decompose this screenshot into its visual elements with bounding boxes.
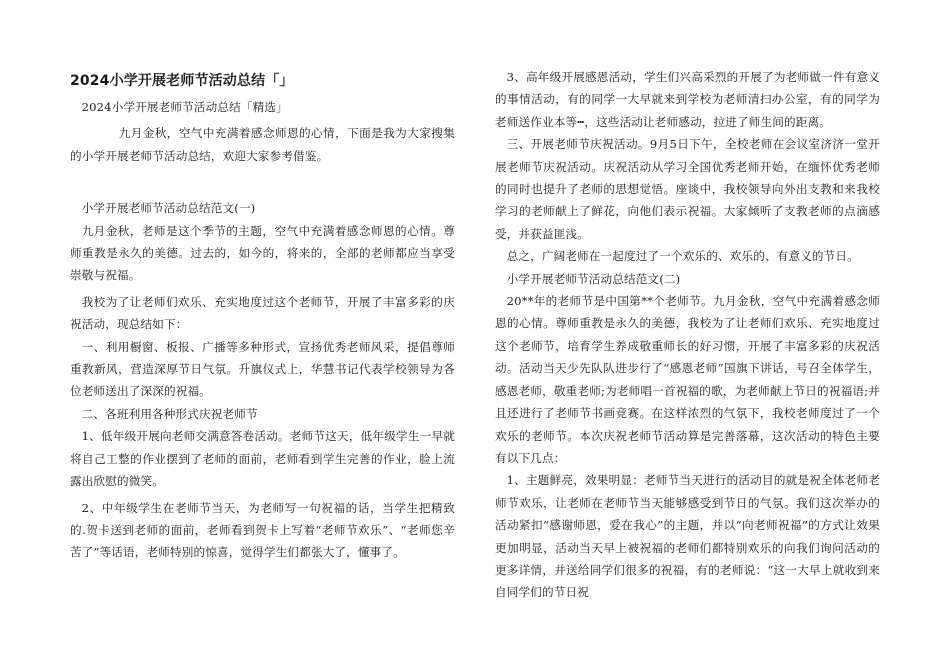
section-heading: 小学开展老师节活动总结范文(一) [81,201,256,216]
section-heading: 小学开展老师节活动总结范文(二) [506,271,681,286]
left-column [70,70,455,564]
paragraph: 三、开展老师节庆祝活动。9月5日下午，全校老师在会议室济济一堂开展老师节庆祝活动。庆祝活动从学习全国优秀老师开始，在缅怀优秀老师的同时也提升了老师的思想觉悟。座谈中，我校领导向外出支教和来我校学习的老师献上了鲜花，向他们表示祝福。大家倾听了支教老师的点滴感受，并获益匪浅。 [495,137,880,241]
right-column [495,66,880,604]
paragraph: 2、中年级学生在老师节当天，为老师写一句祝福的话，当学生把精致的.贺卡送到老师的面前，老师看到贺卡上写着“老师节欢乐”、“老师您辛苦了”等话语，老师特别的惊喜，觉得学生们都张大了，懂事了。 [70,500,455,560]
spacer [70,189,455,197]
paragraph: 我校为了让老师们欢乐、充实地度过这个老师节，开展了丰富多彩的庆祝活动，现总结如下： [70,294,455,332]
document-title: 2024小学开展老师节活动总结「」 [70,73,294,89]
intro-paragraph: 九月金秋，空气中充满着感念师恩的心情，下面是我为大家搜集的小学开展老师节活动总结，欢迎大家参考借鉴。 [70,126,455,163]
paragraph: 一、利用橱窗、板报、广播等多种形式，宣扬优秀老师风采，提倡尊师重教新风，营造深厚节日气氛。升旗仪式上，华慧书记代表学校领导为各位老师送出了深深的祝福。 [70,339,455,399]
document-subtitle: 2024小学开展老师节活动总结「精选」 [81,100,288,114]
paragraph: 总之，广阔老师在一起度过了一个欢乐的、欢乐的、有意义的节日。 [506,249,859,264]
paragraph: 1、低年级开展向老师交满意答卷活动。老师节这天，低年级学生一早就将自己工整的作业摆到了老师的面前，老师看到学生完善的作业，脸上流露出欣慰的微笑。 [70,429,455,489]
paragraph: 20**年的老师节是中国第**个老师节。九月金秋，空气中充满着感念师恩的心情。尊师重教是永久的美德，我校为了让老师们欢乐、充实地度过这个老师节，培育学生养成敬重师长的好习惯，开展了丰富多彩的庆祝活动。活动当天少先队队进步行了“感恩老师”国旗下讲话，号召全体学生，感恩老师，敬重老师;为老师唱一首祝福的歌，为老师献上节日的祝福语;并且还进行了老师节书画竞赛。在这样浓烈的气氛下，我校老师度过了一个欢乐的老师节。本次庆祝老师节活动算是完善落幕，这次活动的特色主要有以下几点： [495,294,880,465]
spacer [70,167,455,189]
paragraph: 二、各班利用各种形式庆祝老师节 [81,406,258,421]
paragraph: 九月金秋，老师是这个季节的主题，空气中充满着感念师恩的心情。尊师重教是永久的美德。过去的，如今的，将来的，全部的老师都应当享受崇敬与祝福。 [70,223,455,283]
paragraph: 1、主题鲜亮，效果明显：老师节当天进行的活动目的就是祝全体老师老师节欢乐，让老师在老师节当天能够感受到节日的气氛。我们这次举办的活动紧扣“感谢师恩，爱在我心”的主题，并以“向老师祝福”的方式让效果更加明显，活动当天早上被祝福的老师们都特别欢乐的向我们询问活动的更多详情，并送给同学们很多的祝福，有的老师说：“这一大早上就收到来自同学们的节日祝 [495,473,880,600]
paragraph: 3、高年级开展感恩活动，学生们兴高采烈的开展了为老师做一件有意义的事情活动，有的同学一大早就来到学校为老师清扫办公室，有的同学为老师送作业本等┅，这些活动让老师感动，拉进了师生间的距离。 [495,70,880,129]
